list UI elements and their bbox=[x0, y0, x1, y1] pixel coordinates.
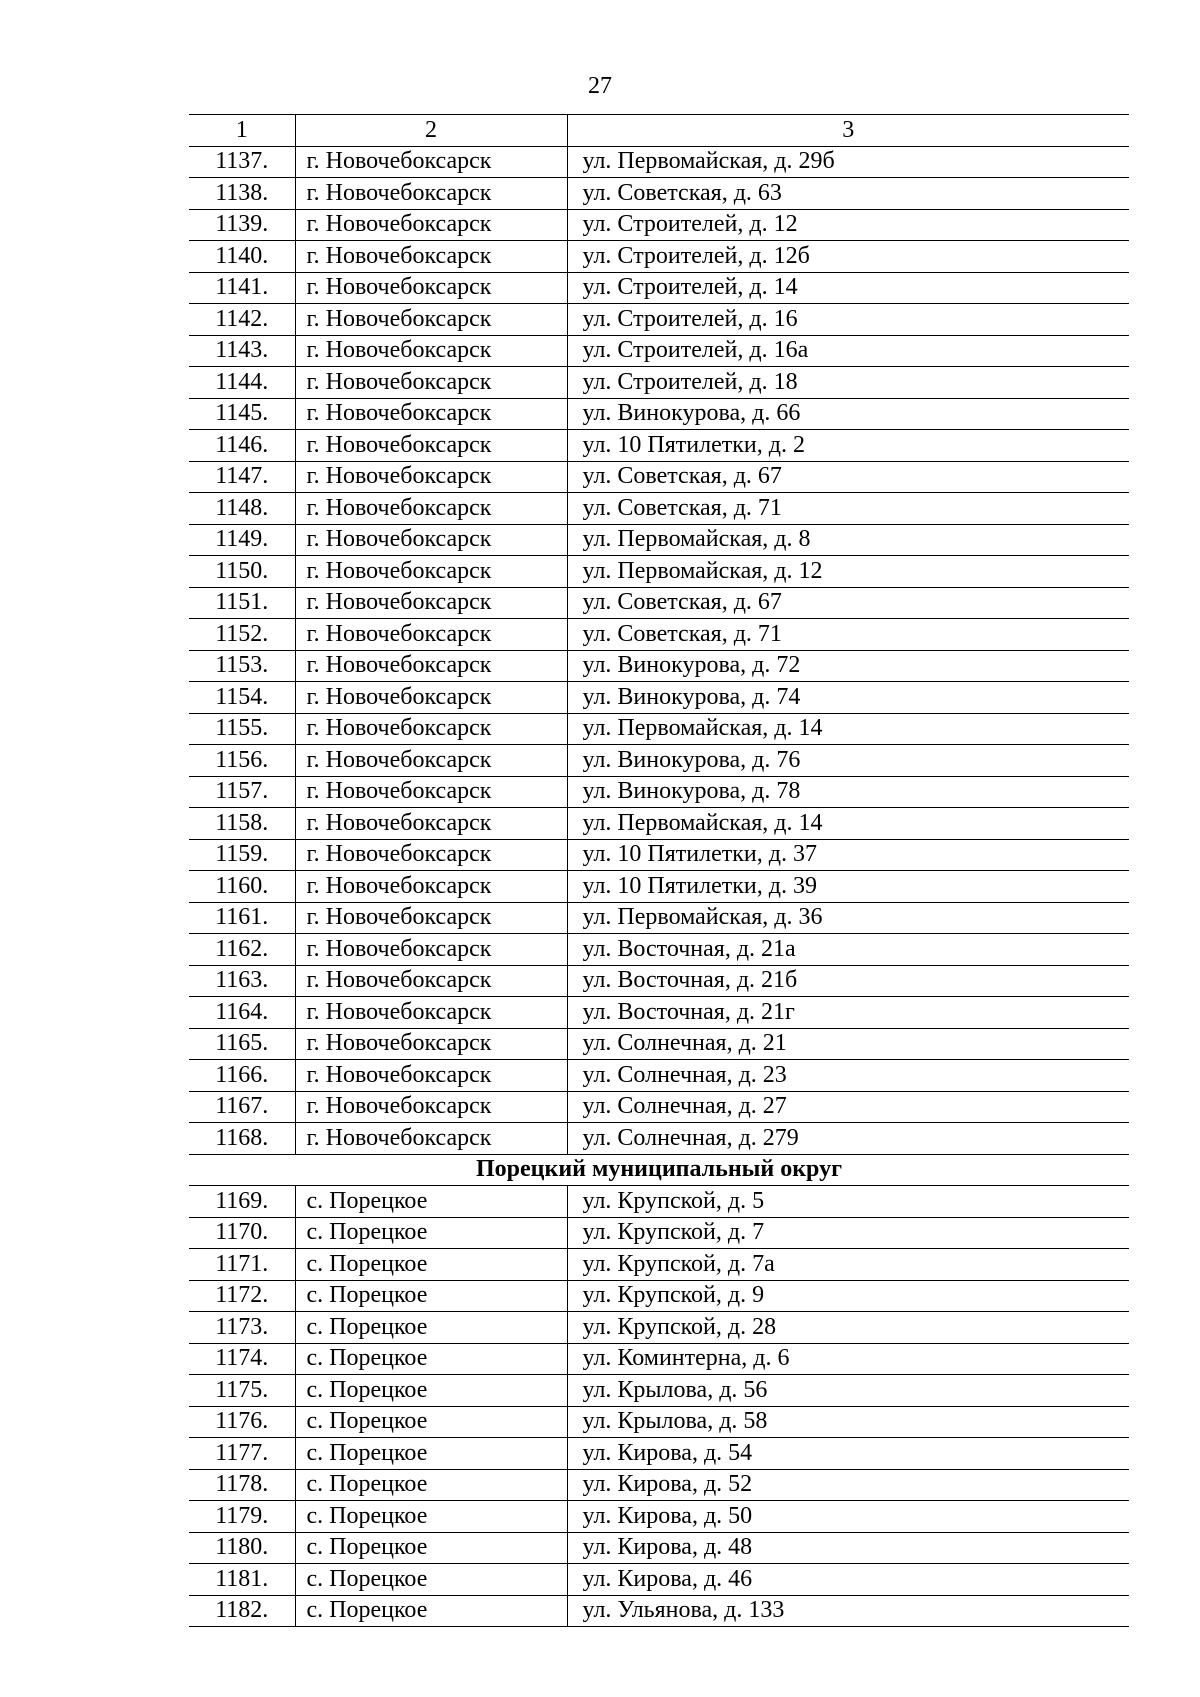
table-row bbox=[189, 241, 1129, 273]
address-cell: ул. Строителей, д. 18 bbox=[567, 367, 1129, 399]
settlement-cell: г. Новочебоксарск bbox=[295, 430, 567, 462]
row-number: 1154. bbox=[189, 682, 295, 714]
settlement-cell: г. Новочебоксарск bbox=[295, 209, 567, 241]
row-number: 1180. bbox=[189, 1532, 295, 1564]
row-number: 1172. bbox=[189, 1280, 295, 1312]
address-cell: ул. Солнечная, д. 21 bbox=[567, 1028, 1129, 1060]
row-number: 1146. bbox=[189, 430, 295, 462]
address-table-body bbox=[189, 115, 1129, 1627]
table-row bbox=[189, 776, 1129, 808]
row-number: 1160. bbox=[189, 871, 295, 903]
table-row bbox=[189, 556, 1129, 588]
row-number: 1174. bbox=[189, 1343, 295, 1375]
settlement-cell: с. Порецкое bbox=[295, 1375, 567, 1407]
table-row bbox=[189, 1532, 1129, 1564]
table-row bbox=[189, 619, 1129, 651]
section-title: Порецкий муниципальный округ bbox=[189, 1154, 1129, 1186]
settlement-cell: г. Новочебоксарск bbox=[295, 335, 567, 367]
address-cell: ул. Крупской, д. 9 bbox=[567, 1280, 1129, 1312]
settlement-cell: г. Новочебоксарск bbox=[295, 682, 567, 714]
address-cell: ул. Первомайская, д. 29б bbox=[567, 146, 1129, 178]
address-cell: ул. Восточная, д. 21г bbox=[567, 997, 1129, 1029]
row-number: 1166. bbox=[189, 1060, 295, 1092]
address-cell: ул. Винокурова, д. 78 bbox=[567, 776, 1129, 808]
table-row bbox=[189, 1595, 1129, 1627]
row-number: 1143. bbox=[189, 335, 295, 367]
row-number: 1165. bbox=[189, 1028, 295, 1060]
settlement-cell: с. Порецкое bbox=[295, 1343, 567, 1375]
page-number: 27 bbox=[588, 73, 612, 99]
address-cell: ул. Первомайская, д. 14 bbox=[567, 808, 1129, 840]
settlement-cell: г. Новочебоксарск bbox=[295, 650, 567, 682]
column-header-2: 2 bbox=[295, 115, 567, 147]
row-number: 1157. bbox=[189, 776, 295, 808]
settlement-cell: г. Новочебоксарск bbox=[295, 1123, 567, 1155]
settlement-cell: г. Новочебоксарск bbox=[295, 556, 567, 588]
address-cell: ул. Кирова, д. 52 bbox=[567, 1469, 1129, 1501]
row-number: 1173. bbox=[189, 1312, 295, 1344]
address-cell: ул. Первомайская, д. 12 bbox=[567, 556, 1129, 588]
address-cell: ул. 10 Пятилетки, д. 39 bbox=[567, 871, 1129, 903]
table-row bbox=[189, 587, 1129, 619]
table-row bbox=[189, 1564, 1129, 1596]
table-row bbox=[189, 493, 1129, 525]
settlement-cell: г. Новочебоксарск bbox=[295, 146, 567, 178]
table-row bbox=[189, 398, 1129, 430]
address-cell: ул. Крупской, д. 7 bbox=[567, 1217, 1129, 1249]
table-row bbox=[189, 1091, 1129, 1123]
address-cell: ул. Винокурова, д. 74 bbox=[567, 682, 1129, 714]
table-row bbox=[189, 335, 1129, 367]
settlement-cell: с. Порецкое bbox=[295, 1217, 567, 1249]
table-row bbox=[189, 1249, 1129, 1281]
table-row bbox=[189, 461, 1129, 493]
address-cell: ул. Солнечная, д. 27 bbox=[567, 1091, 1129, 1123]
table-row bbox=[189, 1406, 1129, 1438]
row-number: 1141. bbox=[189, 272, 295, 304]
row-number: 1169. bbox=[189, 1186, 295, 1218]
row-number: 1150. bbox=[189, 556, 295, 588]
column-header-3: 3 bbox=[567, 115, 1129, 147]
settlement-cell: г. Новочебоксарск bbox=[295, 713, 567, 745]
table-row bbox=[189, 1217, 1129, 1249]
settlement-cell: г. Новочебоксарск bbox=[295, 776, 567, 808]
address-cell: ул. Винокурова, д. 76 bbox=[567, 745, 1129, 777]
table-row bbox=[189, 1375, 1129, 1407]
table-row bbox=[189, 808, 1129, 840]
settlement-cell: г. Новочебоксарск bbox=[295, 1091, 567, 1123]
settlement-cell: г. Новочебоксарск bbox=[295, 178, 567, 210]
table-row bbox=[189, 682, 1129, 714]
settlement-cell: г. Новочебоксарск bbox=[295, 965, 567, 997]
row-number: 1145. bbox=[189, 398, 295, 430]
settlement-cell: г. Новочебоксарск bbox=[295, 902, 567, 934]
address-cell: ул. Советская, д. 63 bbox=[567, 178, 1129, 210]
row-number: 1148. bbox=[189, 493, 295, 525]
address-cell: ул. Кирова, д. 54 bbox=[567, 1438, 1129, 1470]
settlement-cell: с. Порецкое bbox=[295, 1438, 567, 1470]
table-row bbox=[189, 1469, 1129, 1501]
settlement-cell: с. Порецкое bbox=[295, 1532, 567, 1564]
address-cell: ул. Крупской, д. 5 bbox=[567, 1186, 1129, 1218]
address-cell: ул. Кирова, д. 48 bbox=[567, 1532, 1129, 1564]
row-number: 1175. bbox=[189, 1375, 295, 1407]
row-number: 1164. bbox=[189, 997, 295, 1029]
table-row bbox=[189, 1028, 1129, 1060]
settlement-cell: с. Порецкое bbox=[295, 1501, 567, 1533]
table-row bbox=[189, 1060, 1129, 1092]
address-cell: ул. Строителей, д. 12 bbox=[567, 209, 1129, 241]
table-row bbox=[189, 178, 1129, 210]
address-cell: ул. Строителей, д. 16 bbox=[567, 304, 1129, 336]
settlement-cell: с. Порецкое bbox=[295, 1186, 567, 1218]
row-number: 1144. bbox=[189, 367, 295, 399]
address-cell: ул. Ульянова, д. 133 bbox=[567, 1595, 1129, 1627]
row-number: 1162. bbox=[189, 934, 295, 966]
table-row bbox=[189, 1343, 1129, 1375]
address-cell: ул. Солнечная, д. 279 bbox=[567, 1123, 1129, 1155]
row-number: 1171. bbox=[189, 1249, 295, 1281]
row-number: 1170. bbox=[189, 1217, 295, 1249]
table-row bbox=[189, 934, 1129, 966]
address-cell: ул. 10 Пятилетки, д. 2 bbox=[567, 430, 1129, 462]
address-table bbox=[189, 114, 1129, 1627]
settlement-cell: г. Новочебоксарск bbox=[295, 272, 567, 304]
address-cell: ул. Восточная, д. 21б bbox=[567, 965, 1129, 997]
settlement-cell: с. Порецкое bbox=[295, 1595, 567, 1627]
address-cell: ул. Винокурова, д. 72 bbox=[567, 650, 1129, 682]
table-row bbox=[189, 304, 1129, 336]
row-number: 1140. bbox=[189, 241, 295, 273]
row-number: 1149. bbox=[189, 524, 295, 556]
settlement-cell: г. Новочебоксарск bbox=[295, 367, 567, 399]
table-row bbox=[189, 209, 1129, 241]
address-cell: ул. Крылова, д. 56 bbox=[567, 1375, 1129, 1407]
settlement-cell: г. Новочебоксарск bbox=[295, 398, 567, 430]
settlement-cell: г. Новочебоксарск bbox=[295, 304, 567, 336]
row-number: 1151. bbox=[189, 587, 295, 619]
row-number: 1159. bbox=[189, 839, 295, 871]
settlement-cell: г. Новочебоксарск bbox=[295, 241, 567, 273]
settlement-cell: г. Новочебоксарск bbox=[295, 808, 567, 840]
table-row bbox=[189, 430, 1129, 462]
table-row bbox=[189, 871, 1129, 903]
settlement-cell: с. Порецкое bbox=[295, 1249, 567, 1281]
address-cell: ул. Строителей, д. 16а bbox=[567, 335, 1129, 367]
settlement-cell: г. Новочебоксарск bbox=[295, 493, 567, 525]
table-row bbox=[189, 745, 1129, 777]
address-cell: ул. Строителей, д. 14 bbox=[567, 272, 1129, 304]
row-number: 1158. bbox=[189, 808, 295, 840]
table-row bbox=[189, 146, 1129, 178]
column-header-1: 1 bbox=[189, 115, 295, 147]
address-cell: ул. Винокурова, д. 66 bbox=[567, 398, 1129, 430]
address-cell: ул. Крупской, д. 7а bbox=[567, 1249, 1129, 1281]
table-row bbox=[189, 272, 1129, 304]
table-row bbox=[189, 965, 1129, 997]
row-number: 1182. bbox=[189, 1595, 295, 1627]
row-number: 1176. bbox=[189, 1406, 295, 1438]
address-cell: ул. Первомайская, д. 8 bbox=[567, 524, 1129, 556]
settlement-cell: с. Порецкое bbox=[295, 1280, 567, 1312]
row-number: 1137. bbox=[189, 146, 295, 178]
address-cell: ул. Крылова, д. 58 bbox=[567, 1406, 1129, 1438]
row-number: 1156. bbox=[189, 745, 295, 777]
row-number: 1167. bbox=[189, 1091, 295, 1123]
address-cell: ул. Советская, д. 67 bbox=[567, 587, 1129, 619]
settlement-cell: г. Новочебоксарск bbox=[295, 839, 567, 871]
row-number: 1177. bbox=[189, 1438, 295, 1470]
settlement-cell: г. Новочебоксарск bbox=[295, 619, 567, 651]
address-cell: ул. Строителей, д. 12б bbox=[567, 241, 1129, 273]
table-row bbox=[189, 1312, 1129, 1344]
row-number: 1161. bbox=[189, 902, 295, 934]
row-number: 1168. bbox=[189, 1123, 295, 1155]
address-cell: ул. Крупской, д. 28 bbox=[567, 1312, 1129, 1344]
settlement-cell: г. Новочебоксарск bbox=[295, 871, 567, 903]
settlement-cell: г. Новочебоксарск bbox=[295, 934, 567, 966]
row-number: 1138. bbox=[189, 178, 295, 210]
row-number: 1153. bbox=[189, 650, 295, 682]
row-number: 1181. bbox=[189, 1564, 295, 1596]
address-cell: ул. Кирова, д. 46 bbox=[567, 1564, 1129, 1596]
address-cell: ул. Советская, д. 71 bbox=[567, 619, 1129, 651]
settlement-cell: с. Порецкое bbox=[295, 1406, 567, 1438]
address-cell: ул. Советская, д. 67 bbox=[567, 461, 1129, 493]
settlement-cell: с. Порецкое bbox=[295, 1312, 567, 1344]
address-cell: ул. Коминтерна, д. 6 bbox=[567, 1343, 1129, 1375]
section-header-row bbox=[189, 1154, 1129, 1186]
address-cell: ул. Первомайская, д. 36 bbox=[567, 902, 1129, 934]
table-row bbox=[189, 713, 1129, 745]
table-row bbox=[189, 1501, 1129, 1533]
table-row bbox=[189, 367, 1129, 399]
settlement-cell: г. Новочебоксарск bbox=[295, 997, 567, 1029]
row-number: 1142. bbox=[189, 304, 295, 336]
table-row bbox=[189, 1123, 1129, 1155]
settlement-cell: г. Новочебоксарск bbox=[295, 461, 567, 493]
settlement-cell: г. Новочебоксарск bbox=[295, 1060, 567, 1092]
settlement-cell: г. Новочебоксарск bbox=[295, 1028, 567, 1060]
address-cell: ул. Восточная, д. 21а bbox=[567, 934, 1129, 966]
table-row bbox=[189, 650, 1129, 682]
table-row bbox=[189, 839, 1129, 871]
settlement-cell: с. Порецкое bbox=[295, 1469, 567, 1501]
row-number: 1147. bbox=[189, 461, 295, 493]
settlement-cell: г. Новочебоксарск bbox=[295, 524, 567, 556]
address-cell: ул. 10 Пятилетки, д. 37 bbox=[567, 839, 1129, 871]
address-cell: ул. Солнечная, д. 23 bbox=[567, 1060, 1129, 1092]
row-number: 1155. bbox=[189, 713, 295, 745]
address-cell: ул. Первомайская, д. 14 bbox=[567, 713, 1129, 745]
settlement-cell: г. Новочебоксарск bbox=[295, 587, 567, 619]
column-number-row bbox=[189, 115, 1129, 147]
table-row bbox=[189, 524, 1129, 556]
table-row bbox=[189, 997, 1129, 1029]
settlement-cell: с. Порецкое bbox=[295, 1564, 567, 1596]
table-row bbox=[189, 1280, 1129, 1312]
table-row bbox=[189, 1186, 1129, 1218]
address-cell: ул. Кирова, д. 50 bbox=[567, 1501, 1129, 1533]
settlement-cell: г. Новочебоксарск bbox=[295, 745, 567, 777]
table-row bbox=[189, 1438, 1129, 1470]
row-number: 1179. bbox=[189, 1501, 295, 1533]
row-number: 1139. bbox=[189, 209, 295, 241]
address-cell: ул. Советская, д. 71 bbox=[567, 493, 1129, 525]
row-number: 1163. bbox=[189, 965, 295, 997]
row-number: 1152. bbox=[189, 619, 295, 651]
table-row bbox=[189, 902, 1129, 934]
row-number: 1178. bbox=[189, 1469, 295, 1501]
